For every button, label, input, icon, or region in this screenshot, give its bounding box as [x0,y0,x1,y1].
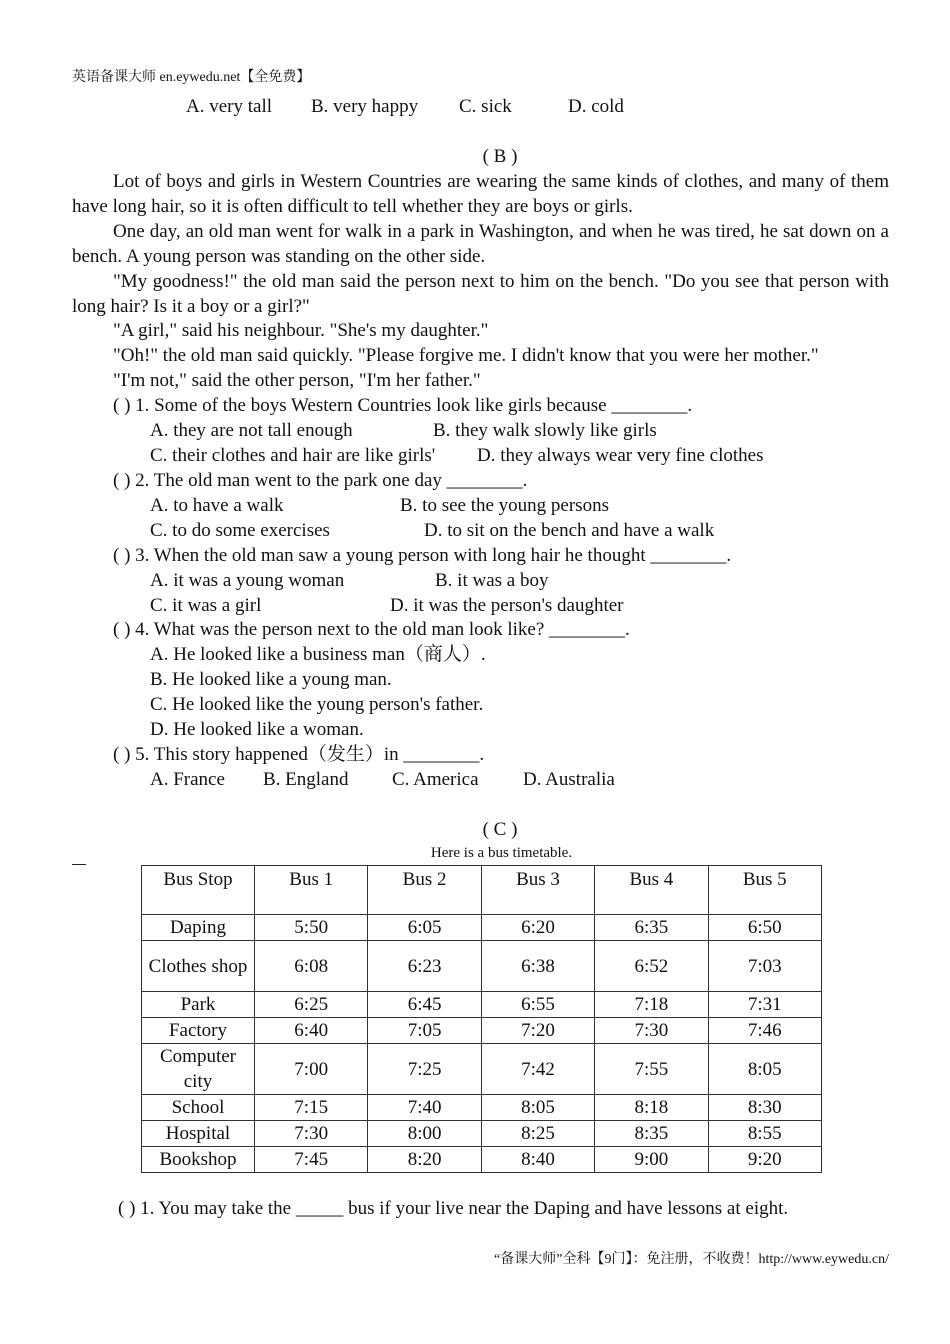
table-cell: 6:50 [708,915,821,941]
table-cell: 6:38 [481,941,594,992]
passage-paragraph: "My goodness!" the old man said the person next to him on the bench. "Do you see that person with long hair? Is it a boy or a girl?" [72,271,889,317]
question-5-stem: ( ) 5. This story happened（发生）in ________. [113,744,485,765]
table-cell: 7:30 [595,1018,708,1044]
table-header-row [142,866,822,915]
question-3-stem: ( ) 3. When the old man saw a young person with long hair he thought ________. [113,545,732,566]
page-header: 英语备课大师 en.eywedu.net【全免费】 [72,70,311,85]
section-c-question-1: ( ) 1. You may take the _____ bus if your live near the Daping and have lessons at eight. [118,1198,789,1219]
question-4-option-c: C. He looked like the young person's father. [150,694,484,715]
table-row [142,915,822,941]
table-header-cell: Bus Stop [142,866,255,915]
table-row [142,1018,822,1044]
table-cell: 8:00 [368,1121,481,1147]
table-row [142,1095,822,1121]
table-cell: 6:52 [595,941,708,992]
table-cell: 7:31 [708,992,821,1018]
table-cell: 6:05 [368,915,481,941]
table-row [142,1147,822,1173]
table-cell: Park [142,992,255,1018]
page-footer: “备课大师”全科【9门】：免注册，不收费！http://www.eywedu.cn/ [494,1252,889,1267]
table-cell: 8:55 [708,1121,821,1147]
passage-paragraph: Lot of boys and girls in Western Countries are wearing the same kinds of clothes, and many of them have long hair, so it is often difficult to tell whether they are boys or girls. [72,171,889,217]
table-cell: School [142,1095,255,1121]
passage-paragraph: "Oh!" the old man said quickly. "Please forgive me. I didn't know that you were her mother." [113,345,819,366]
question-5-option-b: B. England [263,769,349,790]
question-4-option-d: D. He looked like a woman. [150,719,364,740]
question-3-option-c: C. it was a girl [150,595,262,616]
table-header-cell: Bus 3 [481,866,594,915]
table-cell: 9:20 [708,1147,821,1173]
question-2-option-a: A. to have a walk [150,495,284,516]
table-cell: Bookshop [142,1147,255,1173]
question-1-option-c: C. their clothes and hair are like girls' [150,445,436,466]
table-cell: 8:25 [481,1121,594,1147]
table-row [142,1044,822,1095]
table-cell: 6:08 [255,941,368,992]
table-cell: 7:40 [368,1095,481,1121]
table-cell: 8:30 [708,1095,821,1121]
table-cell: 7:03 [708,941,821,992]
table-cell: Daping [142,915,255,941]
table-header-cell: Bus 4 [595,866,708,915]
question-4-stem: ( ) 4. What was the person next to the old man look like? ________. [113,619,630,640]
table-header-cell: Bus 1 [255,866,368,915]
table-cell: 6:40 [255,1018,368,1044]
question-1-option-a: A. they are not tall enough [150,420,353,441]
table-cell: 7:42 [481,1044,594,1095]
table-cell: 7:45 [255,1147,368,1173]
table-cell: 8:05 [481,1095,594,1121]
question-5-option-d: D. Australia [523,769,615,790]
question-3-option-d: D. it was the person's daughter [390,595,624,616]
table-cell: 7:30 [255,1121,368,1147]
question-2-option-d: D. to sit on the bench and have a walk [424,520,715,541]
question-4-option-b: B. He looked like a young man. [150,669,392,690]
table-cell: 8:05 [708,1044,821,1095]
passage-paragraph: "A girl," said his neighbour. "She's my daughter." [113,320,489,341]
table-header-cell: Bus 5 [708,866,821,915]
question-2-stem: ( ) 2. The old man went to the park one day ________. [113,470,528,491]
table-cell: 7:00 [255,1044,368,1095]
table-cell: 8:35 [595,1121,708,1147]
table-cell: 8:18 [595,1095,708,1121]
table-cell: 7:15 [255,1095,368,1121]
bus-timetable [141,865,822,1173]
passage-paragraph: One day, an old man went for walk in a park in Washington, and when he was tired, he sat down on a bench. A young person was standing on the other side. [72,221,889,267]
table-cell: 7:05 [368,1018,481,1044]
table-header-cell: Bus 2 [368,866,481,915]
question-3-option-a: A. it was a young woman [150,570,345,591]
table-cell: 6:45 [368,992,481,1018]
table-caption: Here is a bus timetable. [430,845,573,861]
question-4-option-a: A. He looked like a business man（商人）. [150,644,486,665]
table-row [142,941,822,992]
prev-option-b: B. very happy [311,96,419,117]
table-cell: 6:20 [481,915,594,941]
table-cell: 5:50 [255,915,368,941]
table-row [142,992,822,1018]
table-cell: Computer city [142,1044,255,1095]
table-cell: 9:00 [595,1147,708,1173]
table-cell: 8:20 [368,1147,481,1173]
question-2-option-c: C. to do some exercises [150,520,330,541]
question-1-option-d: D. they always wear very fine clothes [477,445,764,466]
table-cell: Clothes shop [142,941,255,992]
table-cell: 7:20 [481,1018,594,1044]
prev-option-d: D. cold [568,96,624,117]
table-row [142,1121,822,1147]
table-cell: Factory [142,1018,255,1044]
prev-option-a: A. very tall [186,96,273,117]
prev-option-c: C. sick [459,96,512,117]
table-cell: 7:55 [595,1044,708,1095]
table-cell: 7:46 [708,1018,821,1044]
question-5-option-a: A. France [150,769,225,790]
table-cell: Hospital [142,1121,255,1147]
question-5-option-c: C. America [392,769,479,790]
section-c-title: ( C ) [482,819,518,840]
margin-mark [72,864,86,865]
question-1-option-b: B. they walk slowly like girls [433,420,657,441]
table-cell: 8:40 [481,1147,594,1173]
passage-paragraph: "I'm not," said the other person, "I'm her father." [113,370,481,391]
table-cell: 6:23 [368,941,481,992]
question-2-option-b: B. to see the young persons [400,495,609,516]
question-3-option-b: B. it was a boy [435,570,549,591]
table-cell: 7:18 [595,992,708,1018]
section-b-title: ( B ) [482,146,518,167]
table-cell: 6:35 [595,915,708,941]
table-cell: 6:55 [481,992,594,1018]
table-cell: 7:25 [368,1044,481,1095]
table-cell: 6:25 [255,992,368,1018]
question-1-stem: ( ) 1. Some of the boys Western Countries look like girls because ________. [113,395,693,416]
